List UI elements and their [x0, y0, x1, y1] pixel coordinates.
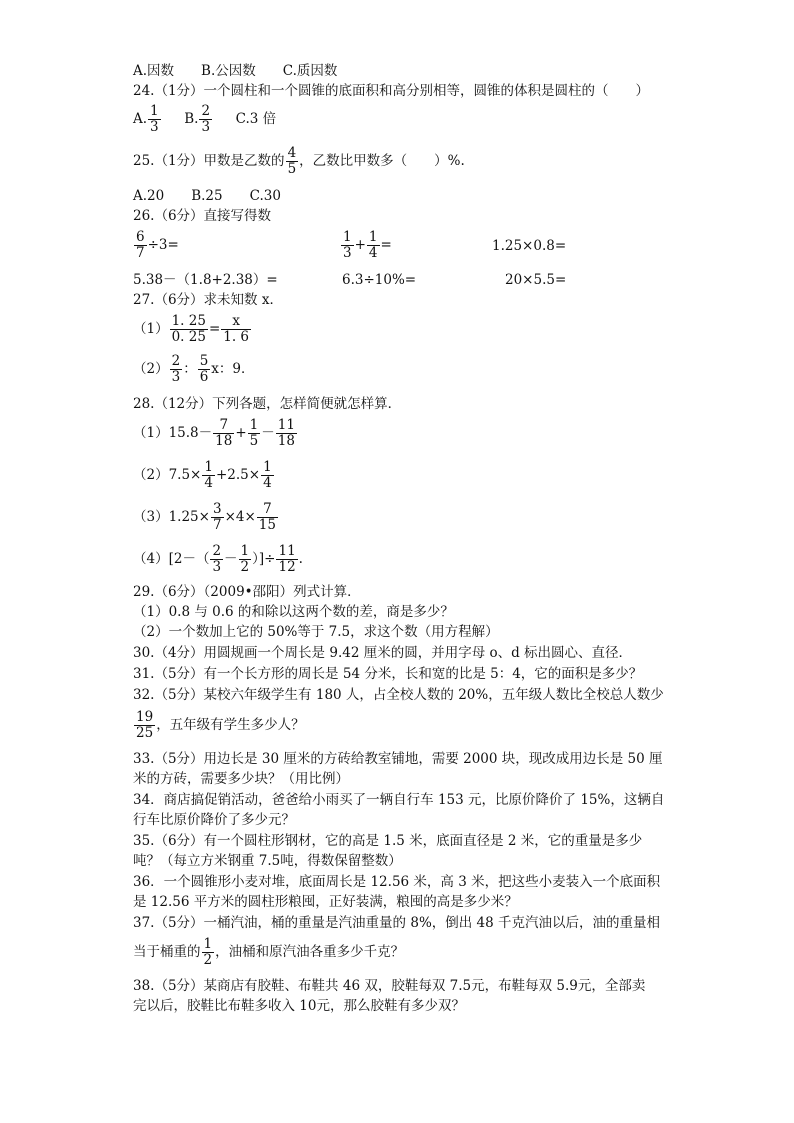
fraction: $\frac{6}{7}$ [136, 229, 145, 261]
q36-line-2: 是 12.56 平方米的圆柱形粮囤，正好装满，粮囤的高是多少米？ [133, 894, 518, 910]
fraction: $\frac{7}{15}$ [258, 501, 276, 533]
q35-line-2: 吨？（每立方米钢重 7.5吨，得数保留整数） [133, 853, 402, 869]
q38-line-1: 38.（5分）某商店有胶鞋、布鞋共 46 双，胶鞋每双 7.5元，布鞋每双 5.9元，全部卖 [133, 978, 646, 994]
q36-line-1: 36．一个圆锥形小麦对堆，底面周长是 12.56 米，高 3 米，把这些小麦装入一个底面积 [133, 874, 661, 890]
q33-line-1: 33.（5分）用边长是 30 厘米的方砖给教室铺地，需要 2000 块，现改成用边长是 50 厘 [133, 751, 663, 767]
q28-part-4: （4）[2－（ $\frac{2}{3}$ － $\frac{1}{2}$ ）]÷ $\frac{11}{12}$ . [133, 543, 303, 575]
q24-options: A. $\frac{1}{3}$ B. $\frac{2}{3}$ C.3 倍 [133, 103, 277, 135]
fraction: $\frac{5}{6}$ [199, 353, 209, 385]
q25-options: A.20 B.25 C.30 [133, 188, 281, 204]
fraction: $\frac{2}{3}$ [171, 353, 181, 385]
q25-stem: 25.（1分）甲数是乙数的 $\frac{4}{5}$ ，乙数比甲数多（ ）%. [133, 145, 465, 177]
q23-options: A.因数 B.公因数 C.质因数 [133, 63, 338, 79]
q26-title: 26.（6分）直接写得数 [133, 208, 272, 224]
q32-line-2: $\frac{19}{25}$ ，五年级有学生多少人？ [136, 709, 305, 741]
q35-line-1: 35.（6分）有一个圆柱形钢材，它的高是 1.5 米，底面直径是 2 米，它的重量是多少 [133, 833, 643, 849]
fraction: $\frac{1}{5}$ [249, 417, 259, 449]
q37-line-2: 当于桶重的 $\frac{1}{2}$ ，油桶和原汽油各重多少千克？ [133, 936, 405, 968]
fraction: $\frac{1. 25}{0. 25}$ [171, 313, 206, 345]
fraction: $\frac{1}{2}$ [203, 936, 213, 968]
fraction: $\frac{2}{3}$ [212, 543, 222, 575]
q29-part-1: （1）0.8 与 0.6 的和除以这两个数的差，商是多少？ [133, 604, 454, 620]
q28-part-3: （3）1.25× $\frac{3}{7}$ ×4× $\frac{7}{15}$ [133, 501, 276, 533]
fraction: $\frac{1}{3}$ [150, 103, 159, 135]
q28-title: 28.（12分）下列各题，怎样简便就怎样算． [133, 396, 402, 412]
q27-part-2: （2） $\frac{2}{3}$ ： $\frac{5}{6}$ x：9． [133, 353, 255, 385]
q32-line-1: 32.（5分）某校六年级学生有 180 人，占全校人数的 20%，五年级人数比全校总人数少 [133, 687, 664, 703]
fraction: $\frac{x}{1. 6}$ [223, 313, 250, 345]
q27-title: 27.（6分）求未知数 x． [133, 292, 283, 308]
fraction: $\frac{1}{4}$ [263, 459, 272, 491]
q34-line-2: 行车比原价降价了多少元？ [133, 812, 295, 828]
q38-line-2: 完以后，胶鞋比布鞋多收入 10元，那么胶鞋有多少双？ [133, 998, 465, 1014]
fraction: $\frac{1}{4}$ [368, 229, 378, 261]
fraction: $\frac{4}{5}$ [287, 145, 297, 177]
q26-expr-6: 20×5.5= [505, 272, 567, 288]
q26-expr-5: 6.3÷10%= [342, 272, 417, 288]
q26-expr-4: 5.38－（1.8+2.38）= [133, 272, 278, 288]
q28-part-2: （2）7.5× $\frac{1}{4}$ +2.5× $\frac{1}{4}$ [133, 459, 272, 491]
q27-part-1: （1） $\frac{1. 25}{0. 25}$ = $\frac{x}{1. 6}$ [133, 313, 250, 345]
q28-part-1: （1）15.8－ $\frac{7}{18}$ + $\frac{1}{5}$ － $\frac{11}{18}$ [133, 417, 295, 449]
fraction: $\frac{1}{4}$ [204, 459, 213, 491]
fraction: $\frac{3}{7}$ [212, 501, 222, 533]
fraction: $\frac{2}{3}$ [201, 103, 211, 135]
fraction: $\frac{11}{12}$ [278, 543, 296, 575]
q24-stem: 24.（1分）一个圆柱和一个圆锥的底面积和高分别相等，圆锥的体积是圆柱的（ ） [133, 83, 650, 99]
fraction: $\frac{1}{3}$ [343, 229, 352, 261]
q29-part-2: （2）一个数加上它的 50%等于 7.5，求这个数（用方程解） [133, 624, 499, 640]
fraction: $\frac{1}{2}$ [240, 543, 250, 575]
q26-expr-3: 1.25×0.8= [492, 238, 567, 254]
fraction: $\frac{7}{18}$ [215, 417, 233, 449]
q37-line-1: 37.（5分）一桶汽油，桶的重量是汽油重量的 8%，倒出 48 千克汽油以后，油的重量相 [133, 915, 661, 931]
q26-expr-1: $\frac{6}{7}$ ÷3= [136, 229, 179, 261]
fraction: $\frac{19}{25}$ [136, 709, 154, 741]
fraction: $\frac{11}{18}$ [277, 417, 295, 449]
q26-expr-2: $\frac{1}{3}$ + $\frac{1}{4}$ = [343, 229, 392, 261]
q29-title: 29.（6分）（2009•邵阳）列式计算． [133, 584, 361, 600]
q31: 31.（5分）有一个长方形的周长是 54 分米，长和宽的比是 5：4，它的面积是多少？ [133, 666, 643, 682]
q34-line-1: 34．商店搞促销活动，爸爸给小雨买了一辆自行车 153 元，比原价降价了 15%，这辆自 [133, 792, 665, 808]
q33-line-2: 米的方砖，需要多少块？（用比例） [133, 771, 349, 787]
q30: 30.（4分）用圆规画一个周长是 9.42 厘米的圆，并用字母 o、d 标出圆心、直径． [133, 645, 633, 661]
